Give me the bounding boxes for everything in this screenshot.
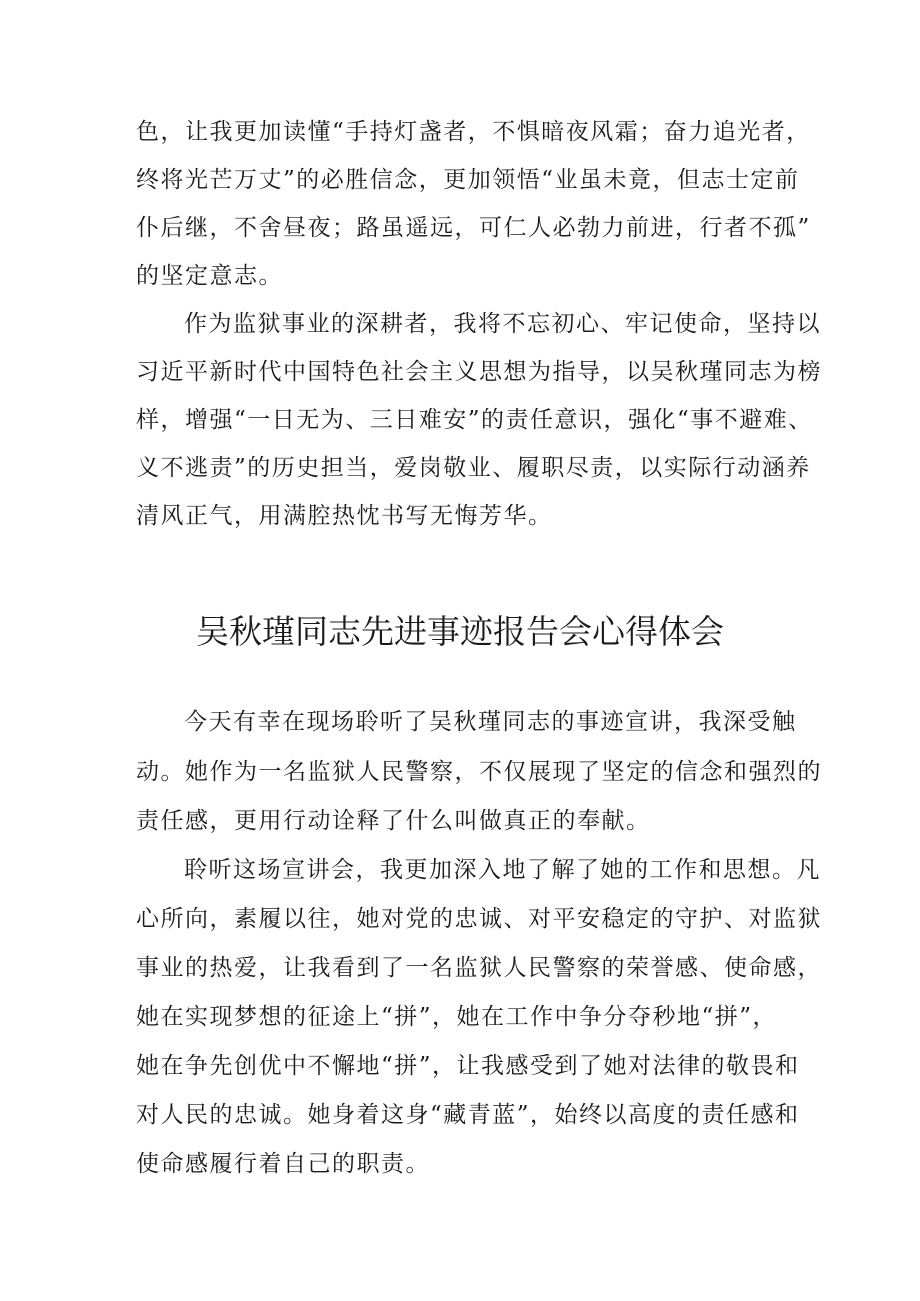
paragraph-line: 心所向，素履以往，她对党的忠诚、对平安稳定的守护、对监狱 [136, 906, 822, 932]
paragraph-line: 对人民的忠诚。她身着这身“藏青蓝”，始终以高度的责任感和 [136, 1102, 800, 1128]
paragraph-line: 事业的热爱，让我看到了一名监狱人民警察的荣誉感、使命感， [136, 955, 822, 981]
paragraph-line: 习近平新时代中国特色社会主义思想为指导，以吴秋瑾同志为榜 [136, 359, 822, 385]
paragraph-line: 义不逃责”的历史担当，爱岗敬业、履职尽责，以实际行动涵养 [136, 455, 811, 481]
paragraph-line: 她在争先创优中不懈地“拼”，让我感受到了她对法律的敬畏和 [136, 1053, 800, 1079]
paragraph-line: 使命感履行着自己的职责。 [136, 1151, 430, 1177]
paragraph-line: 样，增强“一日无为、三日难安”的责任意识，强化“事不避难、 [136, 407, 813, 433]
paragraph-line: 作为监狱事业的深耕者，我将不忘初心、牢记使命，坚持以 [184, 311, 821, 337]
paragraph-line: 终将光芒万丈”的必胜信念，更加领悟“业虽未竟，但志士定前 [136, 167, 800, 193]
paragraph-line: 今天有幸在现场聆听了吴秋瑾同志的事迹宣讲，我深受触 [184, 709, 797, 735]
paragraph-line: 色，让我更加读懂“手持灯盏者，不惧暗夜风霜；奋力追光者， [136, 119, 811, 145]
paragraph-line: 聆听这场宣讲会，我更加深入地了解了她的工作和思想。凡 [184, 857, 821, 883]
paragraph-line: 的坚定意志。 [136, 263, 283, 289]
paragraph-line: 责任感，更用行动诠释了什么叫做真正的奉献。 [136, 808, 651, 834]
paragraph-line: 清风正气，用满腔热忱书写无悔芳华。 [136, 503, 553, 529]
paragraph-line: 她在实现梦想的征途上“拼”，她在工作中争分夺秒地“拼”， [136, 1004, 778, 1030]
paragraph-line: 动。她作为一名监狱人民警察，不仅展现了坚定的信念和强烈的 [136, 759, 822, 785]
paragraph-line: 仆后继，不舍昼夜；路虽遥远，可仁人必勃力前进，行者不孤” [136, 215, 811, 241]
page-title: 吴秋瑾同志先进事迹报告会心得体会 [196, 612, 724, 651]
